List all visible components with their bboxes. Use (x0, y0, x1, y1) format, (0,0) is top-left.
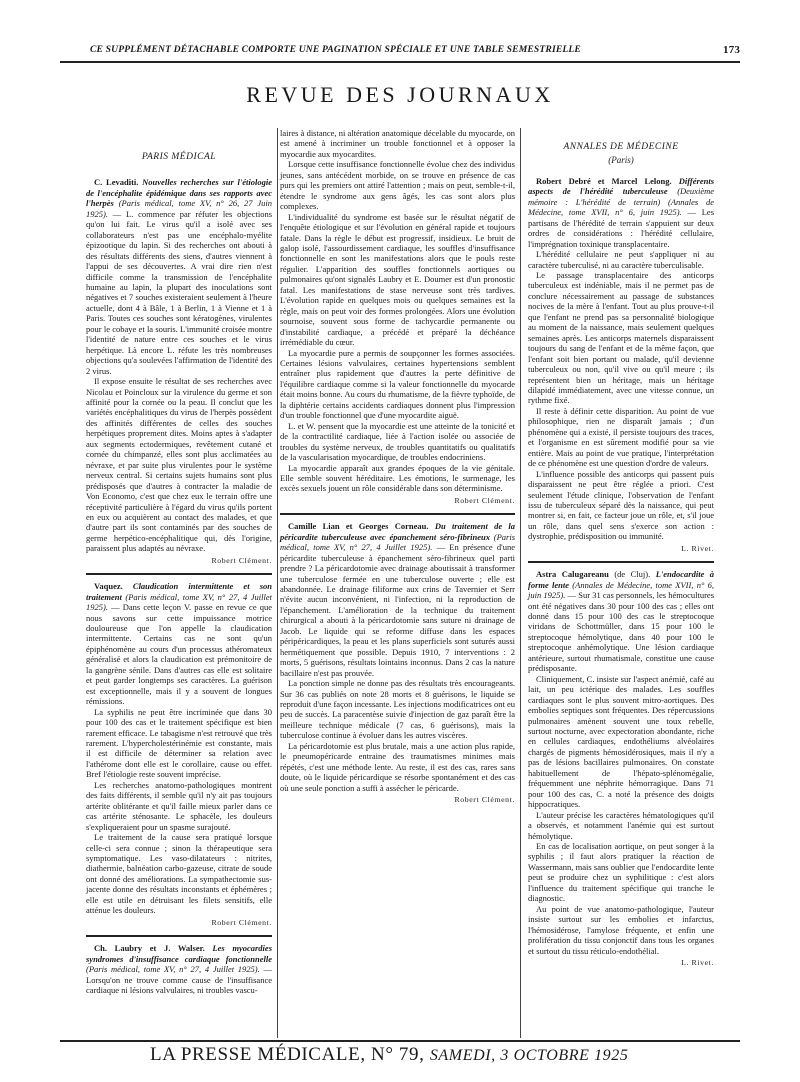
article-calugareanu (528, 569, 714, 674)
article-source: (Annales de Médecine, tome XVII, n° 6, juin 1925). (528, 579, 714, 601)
bottom-rule (60, 1040, 740, 1042)
article-paragraph: L'influence possible des anticorps qui passent puis disparaissent ne peut être réglée a priori. C'est seulement l'étude clinique, l'observation de l'enfant issu de tuberculeux séparé dès la naissance, qui peut montrer si, en fait, ce facteur joue un rôle, et, s'il joue un rôle, dans quel sens s'exerce son action : dystrophie, prédisposition ou immunité. (528, 468, 714, 542)
column-right (528, 128, 714, 968)
article-levaditi (86, 177, 272, 376)
article-paragraph: La péricardotomie est plus brutale, mais a une action plus rapide, le pneumopéricarde entraine des traumatismes minimes mais répétés, c'est une méthode lente. Au reste, il est des cas, rares sans doute, où le liquide péricardique se résorbe spontanément et des cas où une seule ponction a suffi à assécher le péricarde. (280, 740, 515, 793)
article-source: (Deuxième mémoire : L'hérédité de terrain) (Annales de Médecine, tome XVII, n° 6, juin 1925). (528, 186, 714, 218)
article-paragraph: Le passage transplacentaire des anticorps tuberculeux est indéniable, mais il ne permet pas de conclure nécessairement au passage de substances nocives de la mère à l'enfant. Tout au plus prouve-t-il que l'enfant ne prend pas sa personnalité biologique au moment de la naissance, mais seulement quelques semaines après. Les anticorps maternels disparaissent toujours du sang de l'enfant et de la même façon, que l'enfant soit bien portant ou malade, qu'il devienne tuberculeux ou non, qu'il vive ou qu'il meure ; ils représentent bien un héritage, mais un héritage dilapidé immédiatement, avec une vitesse connue, un rythme fixé. (528, 269, 714, 406)
article-text: — Dans cette leçon V. passe en revue ce que nous savons sur cette impuissance motrice douloureuse que l'on appelle la claudication intermittente. Certains cas ne sont qu'un épiphénomène au cours d'un processus athéromateux généralisé et alors la claudication est prémonitoire de la gangrène sénile. Dans d'autres cas elle est solitaire et peut garder longtemps ses caractères. La guérison est exceptionnelle, mais il y a souvent de longues rémissions. (86, 602, 273, 707)
column-separator (520, 128, 521, 1038)
article-paragraph: Les recherches anatomo-pathologiques montrent des faits différents, il semble qu'il n'y ait pas toujours artérite oblitérante et qu'il faille mieux parler dans ce cas artérite sténosante. Le sphacèle, les douleurs s'expliqueraient pour un spasme surajouté. (86, 779, 272, 832)
article-author: Vaquez. (94, 581, 123, 592)
article-vaquez (86, 581, 272, 706)
article-author: Camille Lian et Georges Corneau. (288, 521, 429, 532)
article-paragraph: En cas de localisation aortique, on peut songer à la syphilis ; il faut alors pratiquer la réaction de Wassermann, mais sans oublier que l'endocardite lente peut se produire chez un syphilitique : c'est alors l'influence du traitement spécifique qui tranche le diagnostic. (528, 841, 714, 904)
footer-date: SAMEDI, 3 OCTOBRE 1925 (429, 1047, 629, 1064)
article-paragraph: La ponction simple ne donne pas des résultats très encourageants. Sur 36 cas publiés on note 28 morts et 8 guérisons, le liquide se reproduit d'une façon incessante. Les injections modificatrices ont eu peu de succès. La paracentèse suivie d'injection de gaz paraît être la meilleure technique médicale (7 cas, 6 guérisons), mais la tuberculose continue à évoluer dans les autres viscères. (280, 678, 515, 741)
article-text: — L. commence par réfuter les objections qu'on lui fait. Le virus qu'il a isolé avec ses collaborateurs n'est pas une encéphalo-myélite épizootique du lapin. Si des recherches ont abouti à des résultats différents des siens, d'autres viennent à l'appui de ses découvertes. A vrai dire rien n'est difficile comme la transmission de l'encéphalite humaine au lapin, la plupart des inoculations sont négatives et 7 souches existeraient seulement à l'heure actuelle, dont 4 à Bâle, 1 à Berlin, 1 à Vienne et 1 à Paris. Toutes ces souches sont kératogènes, virulentes pour le cobaye et la souris. L'immunité croisée montre l'identité de nature entre ces souches et le virus herpétique. Là encore L. réfute les très nombreuses objections qu'a soulevées l'affirmation de l'identité des 2 virus. (86, 208, 273, 376)
article-paragraph: Il expose ensuite le résultat de ses recherches avec Nicolau et Poincloux sur la virulence du germe et son affinité pour la cornée ou la peau. Il conclut que les variétés encéphalitiques du virus de l'herpès possèdent des affinités différentes de celles des souches herpétiques proprement dites. Moins aptes à s'adapter aux segments ectodermiques, revêtement cutané et cornée du chimpanzé, elles sont plus acclimatées au névraxe, et par suite plus virulentes pour le système nerveux central. Si certains sujets humains sont plus prédisposés que d'autres à contracter la maladie de Von Economo, c'est que chez eux le terrain offre une réceptivité particulière à l'égard du virus qu'ils portent en eux ou acquièrent au contact des malades, et que d'autre part ils sont contaminés par des souches de germe herpético-encéphalitique qui, dès l'origine, paraissent plus adaptés au névraxe. (86, 376, 272, 554)
article-paragraph: La syphilis ne peut être incriminée que dans 30 pour 100 des cas et le traitement spécifique est bien rarement efficace. Le tabagisme n'est retrouvé que très rarement. L'hypercholestérinémie est constante, mais il est difficile de déterminer sa relation avec l'athérome dont elle est le corollaire, cause ou effet. Bref l'étiologie reste souvent imprécise. (86, 706, 272, 780)
running-head (60, 44, 740, 60)
article-paragraph: L'auteur précise les caractères hématologiques qu'il a observés, et notamment l'anémie qui est surtout hémolytique. (528, 809, 714, 841)
article-text: — En présence d'une péricardite tuberculeuse à épanchement séro-fibrineux quel parti prendre ? La péricardotomie avec drainage aboutissait à transformer une tuberculose fermée en une tuberculose ouverte ; elle est abandonnée. Le drainage filiforme aux crins de Tavernier et Serr n'évite aucun inconvénient, ni l'infection, ni la reproduction de l'épanchement. L'amélioration de la technique du traitement chirurgical a abouti à la péricardotomie sans suture ni drainage de Jacob. Le liquide qui se reforme diffuse dans les espaces péripéricardiques, la peau et les plans superficiels sont suturés aussi hermétiquement que possible. Depuis 1910, 7 interventions : 2 morts, 5 guérisons, résultats lointains inconnus. Dans 2 cas la nature bacillaire n'est pas prouvée. (280, 542, 515, 678)
article-divider (528, 561, 714, 563)
article-paragraph: Lorsque cette insuffisance fonctionnelle évolue chez des individus jeunes, sans antécédent morbide, on se trouve en présence de cas purs qui les premiers ont attiré l'attention ; mais on peut, semble-t-il, étendre le syndrome aux gens âgés, les cas sont alors plus complexes. (280, 159, 515, 212)
article-paragraph: La myocardie pure a permis de soupçonner les formes associées. Certaines lésions valvulaires, certaines hypertensions semblent entraîner plus rapidement que d'autres la perte définitive de l'équilibre cardiaque comme si la valeur fonctionnelle du myocarde était moins bonne. Au cours du rhumatisme, de la fièvre typhoïde, de la diphtérie certains accidents cardiaques donnent plus l'impression d'un trouble fonctionnel que d'une myocardite aiguë. (280, 347, 515, 421)
article-author: C. Levaditi. (94, 177, 139, 188)
article-title: Du traitement de la péricardite tuberculeuse avec épanchement séro-fibrineux (280, 521, 516, 542)
article-divider (86, 935, 272, 937)
article-signature: L. Rivet. (681, 957, 714, 967)
article-source: (Paris médical, tome XV, n° 27, 4 Juillet 1925). (86, 591, 272, 613)
column-middle (280, 128, 515, 806)
article-signature: Robert Clément. (211, 917, 272, 927)
top-rule (60, 61, 740, 63)
article-paragraph: L'hérédité cellulaire ne peut s'appliquer ni au caractère tuberculisé, ni au caractère tuberculisable. (528, 249, 714, 270)
article-author: Robert Debré et Marcel Lelong. (536, 175, 672, 186)
article-text: — Lorsqu'on ne trouve comme cause de l'insuffisance cardiaque ni lésions valvulaires, ni troubles vascu- (86, 964, 272, 995)
article-paragraph: La myocardie apparaît aux grandes époques de la vie génitale. Elle semble souvent héréditaire. Les émotions, le surmenage, les excès sexuels jouent un rôle considérable dans son déterminisme. (280, 462, 515, 494)
article-paragraph: Cliniquement, C. insiste sur l'aspect anémié, café au lait, un peu ictérique des malades. Les souffles cardiaques sont le plus souvent mitro-aortiques. Des embolies septiques sont fréquentes. Des répercussions pulmonaires amènent souvent une toux rebelle, surtout nocturne, avec expectoration abondante, riche en cellules cardiaques, endothéliums alvéolaires chargés de pigments hémosidérosiques, mais il n'y a pas de lésions bacillaires pulmonaires. On constate habituellement de l'hépato-splénomégalie, fréquemment une néphrite hémorragique. Dans 71 pour 100 des cas, C. a noté la présence des doigts hippocratiques. (528, 673, 714, 810)
article-source: (Paris médical, tome XV, n° 27, 4 Juillet 1925). (280, 531, 515, 553)
article-signature: L. Rivet. (681, 543, 714, 553)
article-signature: Robert Clément. (454, 795, 515, 805)
section-heading-annales: ANNALES DE MÉDECINE (563, 142, 679, 152)
article-title: L'endocardite à forme lente (528, 569, 715, 590)
article-divider (280, 513, 515, 515)
column-separator (277, 128, 278, 1038)
article-text: — Sur 31 cas personnels, les hémocultures ont été négatives dans 30 pour 100 des cas ; elles ont donné dans 15 pour 100 des cas le streptocoque viridans de Schottmüller, dans 15 pour 100 le streptocoque hémolytique, dans 40 pour 100 le streptocoque anhémolytique. Une lésion cardiaque antérieure, surtout rhumatismale, constitue une cause prédisposante. (528, 590, 714, 674)
article-title: Nouvelles recherches sur l'étiologie de l'encéphalite épidémique dans ses rapports avec l'herpès (86, 177, 273, 209)
article-signature: Robert Clément. (211, 555, 272, 565)
article-paragraph: Au point de vue anatomo-pathologique, l'auteur insiste surtout sur les embolies et infarctus, l'hémosidérose, l'amylose fréquente, et enfin une prolifération du tissu conjonctif dans tous les organes et surtout du tissu réticulo-endothélial. (528, 903, 714, 956)
article-paragraph: L'individualité du syndrome est basée sur le résultat négatif de l'enquête étiologique et sur l'évolution en général rapide et toujours fatale. Dans la règle le début est progressif, insidieux. Le bruit de galop isolé, l'assourdissement cardiaque, les souffles d'insuffisance fonctionnelle en sont les manifestations alors que le pouls reste régulier. L'apparition des souffles fonctionnels aortiques ou pulmonaires qu'ont signalés Laubry et E. Doumer est d'un pronostic fatal. Les manifestations de stase nerveuse sont très tardives. L'évolution rapide en quelques mois ou quelques semaines est la règle, mais on peut voir des formes prolongées. Alors une évolution sournoise, souvent sous forme de tachycardie permanente ou d'instabilité cardiaque, a précédé et préparé la déchéance irrémédiable du cœur. (280, 211, 515, 348)
article-signature: Robert Clément. (454, 495, 515, 505)
article-author: Astra Calugareanu (536, 569, 609, 580)
article-paragraph: laires à distance, ni altération anatomique décelable du myocarde, on est amené à incriminer un trouble fonctionnel et à opposer la myocardie aux myocardites. (280, 128, 515, 159)
article-source: (Paris médical, tome XV, n° 26, 27 Juin 1925). (86, 198, 272, 219)
article-source: (Paris médical, tome XV, n° 27, 4 Juillet 1925). (86, 964, 260, 975)
article-laubry-walser (86, 943, 272, 995)
page-number: 173 (723, 44, 740, 56)
article-paragraph: L. et W. pensent que la myocardie est une atteinte de la tonicité et de la contractilité cardiaque, liée à l'action isolée ou associée de troubles du système nerveux, de troubles quantitatifs ou qualitatifs de la vascularisation myocardique, de troubles endocriniens. (280, 420, 515, 463)
article-text: — Les partisans de l'hérédité de terrain s'appuient sur deux ordres de considérations : l'hérédité cellulaire, l'imprégnation toxinique transplacentaire. (528, 207, 714, 249)
article-debre-lelong (528, 176, 714, 249)
article-lian-corneau (280, 521, 515, 678)
journal-section-title: REVUE DES JOURNAUX (246, 82, 554, 107)
article-title: Claudication intermittente et son traitement (86, 581, 273, 602)
section-subheading: (Paris) (608, 155, 634, 166)
section-heading-paris-medical: PARIS MÉDICAL (141, 152, 217, 162)
article-paragraph: Le traitement de la cause sera pratiqué lorsque celle-ci sera connue ; sinon la thérapeutique sera symptomatique. Les vaso-dilatateurs : nitrites, diathermie, balnéation carbo-gazeuse, citrate de soude ont donné des améliorations. La sympathectomie sus-jacente donne des résultats inconstants et éphémères ; elle est utile en détruisant les filets sensitifs, elle atténue les douleurs. (86, 832, 272, 916)
running-head-text: CE SUPPLÉMENT DÉTACHABLE COMPORTE UNE PAGINATION SPÉCIALE ET UNE TABLE SEMESTRIELLE (90, 44, 581, 55)
page-footer (150, 1044, 628, 1066)
article-affiliation: (de Cluj). (614, 569, 651, 580)
footer-journal: LA PRESSE MÉDICALE, N° 79, (150, 1044, 425, 1065)
article-divider (86, 573, 272, 575)
column-left (86, 128, 272, 995)
article-title: Les myocardies syndromes d'insuffisance cardiaque fonctionnelle (86, 943, 273, 964)
article-paragraph: Il reste à définir cette disparition. Au point de vue philosophique, rien ne disparaît jamais ; d'un phénomène qui a existé, il persiste toujours des traces, et l'organisme en est sûrement modifié pour sa vie entière. Mais au point de vue pratique, l'interprétation de ce phénomène est une question d'ordre de valeurs. (528, 405, 714, 469)
article-author: Ch. Laubry et J. Walser. (94, 943, 205, 954)
article-title: Différents aspects de l'hérédité tuberculeuse (528, 175, 715, 197)
